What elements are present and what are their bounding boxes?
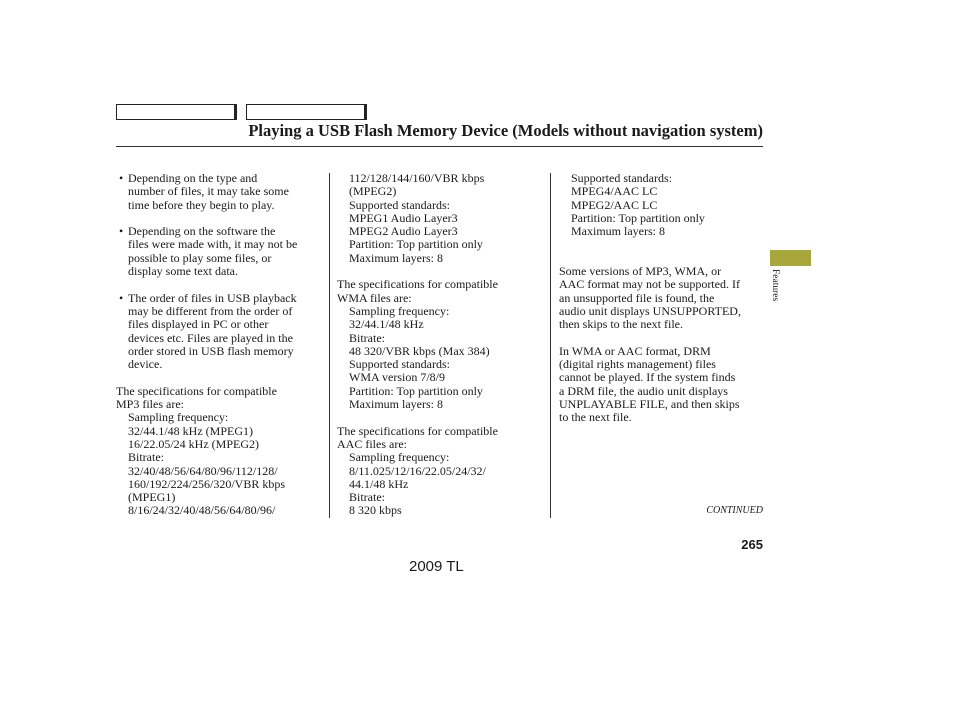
nav-box-right [246, 104, 365, 120]
bullet-text-line: possible to play some files, or [128, 250, 272, 265]
mp3-intro [116, 385, 324, 412]
text-line: Some versions of MP3, WMA, or [559, 264, 722, 279]
unsupported-paragraph [559, 265, 764, 331]
bullet-text-line: number of files, it may take some [128, 184, 289, 199]
spec-line: 8/16/24/32/40/48/56/64/80/96/ [128, 503, 276, 518]
text-line: The specifications for compatible [337, 423, 498, 438]
spec-line: Supported standards: [349, 357, 450, 372]
bullet-text-line: files were made with, it may not be [128, 237, 298, 252]
spec-line: Supported standards: [571, 171, 672, 185]
column-divider-2 [550, 173, 551, 518]
aac-spec-list [337, 451, 547, 517]
spec-line: MPEG1 Audio Layer3 [349, 210, 458, 225]
page-number: 265 [741, 537, 763, 552]
continued-label: CONTINUED [706, 505, 763, 516]
spec-line: (MPEG2) [349, 184, 397, 199]
spec-line: Sampling frequency: [349, 450, 450, 465]
text-line: MP3 files are: [116, 397, 184, 412]
spec-line: Maximum layers: 8 [349, 397, 443, 412]
spec-line: 32/40/48/56/64/80/96/112/128/ [128, 463, 278, 478]
bullet-text-line: Depending on the type and [128, 171, 258, 185]
bullet-text-line: order stored in USB flash memory [128, 343, 294, 358]
spec-line: (MPEG1) [128, 490, 176, 505]
wma-spec-list [337, 305, 547, 411]
spec-line: Bitrate: [128, 450, 164, 465]
spec-line: Maximum layers: 8 [571, 224, 665, 239]
spec-line: 32/44.1/48 kHz [349, 317, 424, 332]
section-tab-label: Features [770, 269, 780, 302]
text-line: The specifications for compatible [337, 277, 498, 292]
bullet-dot-icon: • [119, 171, 124, 185]
drm-paragraph [559, 345, 764, 425]
bullet-item [116, 172, 324, 212]
bullet-text-line: may be different from the order of [128, 303, 293, 318]
wma-intro [337, 278, 547, 305]
bullet-text-line: time before they begin to play. [128, 197, 275, 212]
text-line: a DRM file, the audio unit displays [559, 383, 728, 398]
spec-line: 44.1/48 kHz [349, 476, 409, 491]
text-line: AAC format may not be supported. If [559, 277, 740, 292]
bullet-text-line: display some text data. [128, 264, 238, 279]
page-title: Playing a USB Flash Memory Device (Models without navigation system) [248, 121, 763, 140]
title-divider [116, 146, 763, 147]
text-line: (digital rights management) files [559, 357, 716, 372]
column-divider-1 [329, 173, 330, 518]
spec-line: Supported standards: [349, 197, 450, 212]
bullet-list [116, 172, 324, 385]
bullet-text-line: device. [128, 357, 163, 372]
column-2 [337, 172, 547, 518]
column-3 [559, 172, 764, 425]
text-line: UNPLAYABLE FILE, and then skips [559, 397, 740, 412]
text-line: AAC files are: [337, 436, 407, 451]
spec-line: Sampling frequency: [128, 410, 229, 425]
bullet-item [116, 225, 324, 278]
section-tab [770, 250, 811, 266]
mp3-spec-list-cont [337, 172, 547, 265]
text-line: WMA files are: [337, 290, 412, 305]
bullet-dot-icon: • [119, 290, 124, 305]
bullet-item [116, 292, 324, 372]
text-line: audio unit displays UNSUPPORTED, [559, 303, 741, 318]
spec-line: Maximum layers: 8 [349, 250, 443, 265]
spec-line: WMA version 7/8/9 [349, 370, 445, 385]
nav-box-left [116, 104, 235, 120]
spec-line: 112/128/144/160/VBR kbps [349, 171, 485, 185]
spec-line: Bitrate: [349, 490, 385, 505]
spec-line: 32/44.1/48 kHz (MPEG1) [128, 423, 253, 438]
text-line: cannot be played. If the system finds [559, 370, 736, 385]
spec-line: MPEG2/AAC LC [571, 197, 658, 212]
spec-line: 160/192/224/256/320/VBR kbps [128, 476, 286, 491]
spec-line: 8/11.025/12/16/22.05/24/32/ [349, 463, 486, 478]
spec-line: Partition: Top partition only [349, 383, 483, 398]
bullet-text-line: Depending on the software the [128, 224, 276, 239]
spec-line: Partition: Top partition only [349, 237, 483, 252]
aac-spec-list-cont [559, 172, 764, 238]
text-line: an unsupported file is found, the [559, 290, 715, 305]
footer-model: 2009 TL [409, 558, 464, 575]
spec-line: 8 320 kbps [349, 503, 402, 518]
bullet-text-line: devices etc. Files are played in the [128, 330, 293, 345]
text-line: then skips to the next file. [559, 317, 683, 332]
text-line: The specifications for compatible [116, 383, 277, 398]
column-1 [116, 172, 324, 518]
spec-line: 16/22.05/24 kHz (MPEG2) [128, 436, 259, 451]
text-line: to the next file. [559, 410, 632, 425]
spec-line: 48 320/VBR kbps (Max 384) [349, 343, 490, 358]
text-line: In WMA or AAC format, DRM [559, 343, 711, 358]
spec-line: Bitrate: [349, 330, 385, 345]
spec-line: Sampling frequency: [349, 303, 450, 318]
mp3-spec-list [116, 411, 324, 517]
spec-line: MPEG2 Audio Layer3 [349, 224, 458, 239]
bullet-text-line: files displayed in PC or other [128, 317, 269, 332]
bullet-dot-icon: • [119, 224, 124, 239]
spec-line: MPEG4/AAC LC [571, 184, 658, 199]
spec-line: Partition: Top partition only [571, 210, 705, 225]
aac-intro [337, 425, 547, 452]
bullet-text-line: The order of files in USB playback [128, 290, 297, 305]
